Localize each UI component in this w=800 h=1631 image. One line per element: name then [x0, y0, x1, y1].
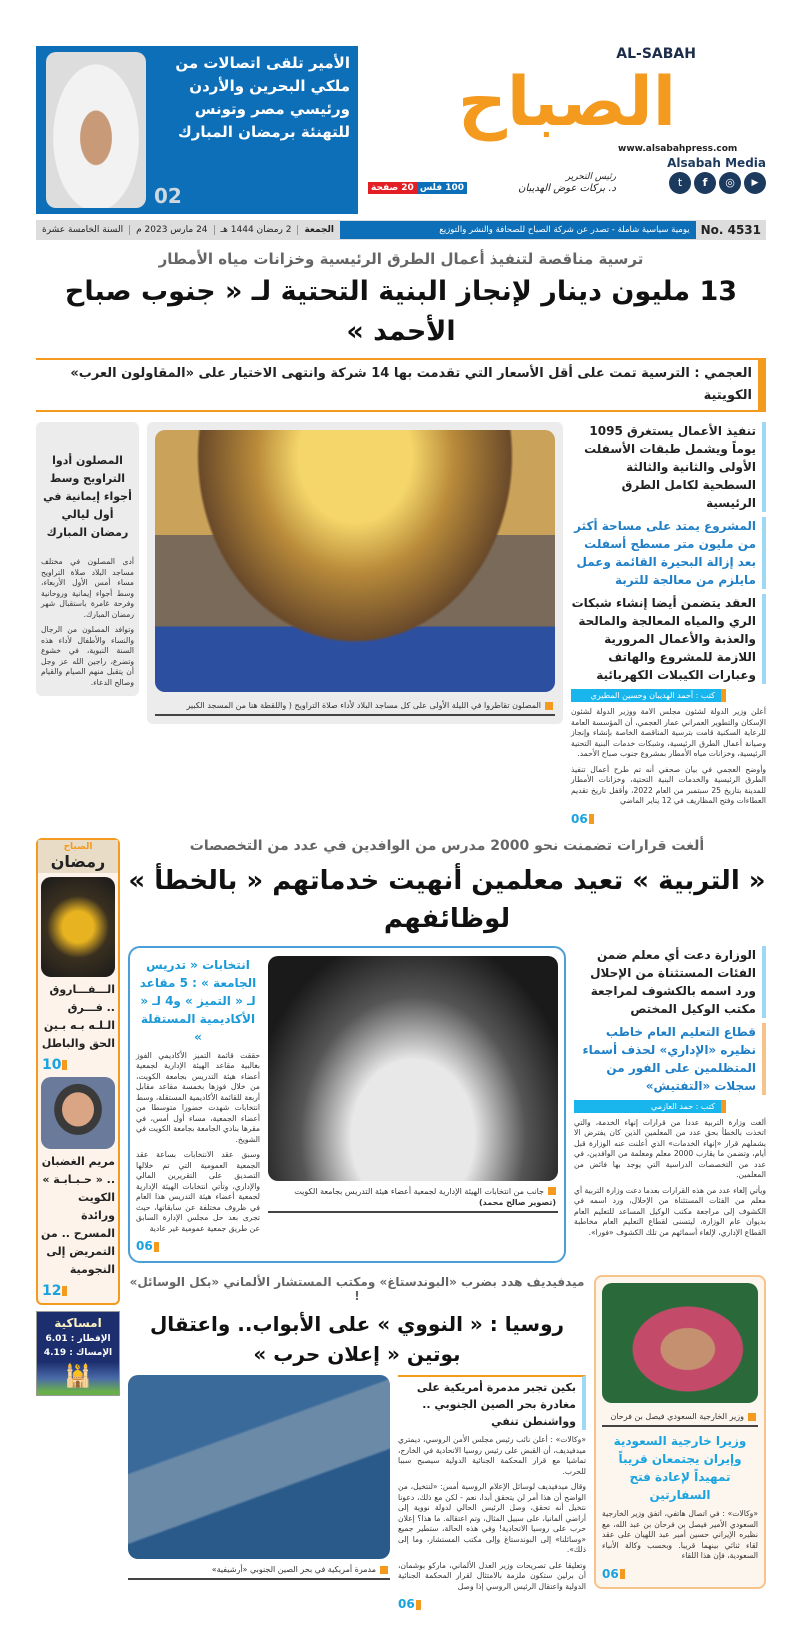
faisal-photo-caption: وزير الخارجية السعودي فيصل بن فرحان: [602, 1408, 758, 1427]
story1-deck-3: العقد يتضمن أيضا إنشاء شبكات الري والمياه المعالجة والمالحة والعذبة والأعمال المرورية اللازمة للمشروع والهاتف وعبارات الكيبلات الكهربائية: [571, 594, 766, 684]
university-headline: انتخابات « تدريس الجامعة » : 5 مقاعد لـ « التميز » و4 لـ « الأكاديمية المستقلة »: [139, 957, 257, 1044]
destroyer-photo-block: [128, 1375, 390, 1580]
ramadan-logo: [38, 840, 118, 873]
story1-body-2: وأوضح العجمي في بيان صحفي أنه تم طرح أعمال تنفيذ الطرق الرئيسية والخدمات البنية التحتية، وخزانات الأمطار للمدينة بتاريخ 25 سبتمبر من العام 2022، وأقفل تاريخ تقديم العطاءات وفتح المظاريف في 12 يناير الماضي: [571, 764, 766, 805]
issue-number: No. 4531: [700, 223, 761, 237]
tarawih-body-2: وتوافد المصلون من الرجال والنساء والأطفال لأداء هذه السنة النبوية، في خشوع وتضرع، راجين الله عز وجل أن يتقبل منهم الصيام والقيام وصالح الدعاء.: [41, 625, 134, 687]
price-badge: [368, 182, 467, 194]
story1-section: [36, 422, 766, 826]
imsak-label: الإمساك :: [69, 1347, 113, 1358]
editor-block: [518, 172, 616, 194]
story1-column: [571, 422, 766, 826]
emir-photo: [46, 52, 146, 208]
story2-deck-2: قطاع التعليم العام خاطب نظيره «الإداري» لحذف أسماء المتظلمين على الفور من سجلات «التفتيش»: [574, 1023, 766, 1095]
logo-ar: الصباح: [457, 63, 677, 142]
imsakia-box: [36, 1311, 120, 1396]
destroyer-photo: [128, 1375, 390, 1559]
election-photo: [268, 956, 558, 1181]
day: الجمعة: [297, 225, 340, 235]
story3-body-2: وقال ميدفيديف لوسائل الإعلام الروسية أمس: «لنتخيل، من الواضح أن هذا أمر لن يتحقق أبدا، نعم - لكن مع ذلك، دعونا نتخيل أنه تحقق، وصل الرئيس الحالي لدولة نووية إلى أراضي ألمانيا، على سبيل المثال، وتم اعتقاله. ما هذا؟ إعلان حرب على روسيا الاتحادية! وفي هذه الحالة، ستطير جميع «وسائلنا» إلى البوندستاغ وإلى مكتب المستشار، وما إلى ذلك».: [398, 1482, 586, 1554]
imsak-row: [39, 1348, 117, 1358]
tagline: يومية سياسية شاملة - تصدر عن شركة الصباح للصحافة والنشر والتوزيع: [340, 221, 696, 239]
saudi-body: «وكالات» : في اتصال هاتفي، اتفق وزير الخارجية السعودي الأمير فيصل بن فرحان بن عبد الله، مع نظيره الإيراني حسين أمير عبد اللهيان على عقد لقاء ثنائي بينهما قريبا. وبحسب وكالة الأنباء السعودية، فإن هذا اللقاء: [602, 1509, 758, 1560]
hijri-date: 2 رمضان 1444 هـ: [214, 225, 298, 235]
mosque-photo: [155, 430, 555, 692]
story2-body-1: ألغت وزارة التربية عددا من قرارات إنهاء الخدمة، والتي اتخذت بالخطأ بحق عدد من المعلمين الذين كان يفترض الا يشملهم قرار «إنهاء الخدمات» الذي أعلنت عنه الوزارة قبل أيام، وتضمن ما يقارب 2000 معلم ومعلمة من الوافدين، في عدد من التخصصات الدراسية التي يوجد بها فائض من المعلمين.: [574, 1117, 766, 1179]
ramadan-sidebar: [36, 838, 120, 1396]
story3-kicker: ميدفيديف هدد بضرب «البوندستاغ» ومكتب المستشار الألماني «بكل الوسائل» !: [129, 1275, 585, 1303]
ramadan-item-2[interactable]: مريم الغضبان .. « حـبـابـة » الكويت ورائدة المسرح .. من التمريض إلى النجومية: [41, 1154, 115, 1276]
photo-credit: (تصوير صالح محمد): [479, 1197, 556, 1207]
story1-page-link[interactable]: 06: [571, 812, 766, 826]
story3-body-row: [128, 1375, 586, 1611]
destroyer-photo-caption: مدمرة أمريكية في بحر الصين الجنوبي «أرشيفية»: [128, 1561, 390, 1580]
story1-deck-1: تنفيذ الأعمال يستغرق 1095 يوماً ويشمل طبقات الأسفلت الأولى والثانية والثالثة السطحية لكامل الطرق الرئيسية: [571, 422, 766, 512]
university-page-link[interactable]: 06: [136, 1239, 260, 1253]
maryam-photo[interactable]: [41, 1077, 115, 1149]
saudi-page-link[interactable]: 06: [602, 1567, 758, 1581]
saudi-box: [594, 1275, 766, 1589]
editor-name: د. بركات عوض الهديبان: [518, 183, 616, 194]
story1-kicker: ترسية مناقصة لتنفيذ أعمال الطرق الرئيسية وخزانات مياه الأمطار: [158, 250, 644, 268]
election-photo-block: [268, 956, 558, 1213]
tarawih-headline: المصلون أدوا التراويح وسط أجواء إيمانية في أول ليالي رمضان المبارك: [43, 454, 132, 539]
ramadan-item-1-page[interactable]: 10: [38, 1057, 118, 1073]
youtube-icon[interactable]: ▶: [744, 172, 766, 194]
top-story-headline: الأمير تلقى اتصالات من ملكي البحرين والأردن ورئيسي مصر وتونس للتهنئة برمضان المبارك: [175, 54, 350, 141]
ramadan-logo-top: الصباح: [63, 841, 93, 852]
university-column: [136, 956, 260, 1254]
story1-deck-2: المشروع يمتد على مساحة أكثر من مليون متر مسطح أسفلت بعد إزالة البحيرة القائمة وعمل مايلزم من معالجة للتربة: [571, 517, 766, 589]
tarawih-body-1: أدى المصلون في مختلف مساجد البلاد صلاة التراويح مساء أمس الأول الأربعاء، وسط أجواء إيمانية وروحانية وفرحة غامرة باستقبال شهر رمضان المبارك.: [41, 557, 134, 619]
election-caption-text: جانب من انتخابات الهيئة الإدارية لجمعية أعضاء هيئة التدريس بجامعة الكويت: [294, 1186, 544, 1196]
lower-section: [36, 838, 766, 1612]
twitter-icon[interactable]: t: [669, 172, 691, 194]
university-box: [128, 946, 566, 1264]
story2-headline[interactable]: « التربية » تعيد معلمين أنهيت خدماتهم « بالخطأ » لوظائفهم: [128, 865, 766, 934]
tarawih-box: [36, 422, 139, 696]
ramadan-logo-main: رمضان: [50, 851, 106, 871]
iftar-label: الإفطار :: [70, 1333, 111, 1344]
editor-label: رئيس التحرير: [565, 172, 616, 182]
story2-section: [128, 946, 766, 1264]
story1-byline: كتب : أحمد الهديبان وحسين المطيري: [571, 689, 726, 702]
gregorian-date: 24 مارس 2023 م: [129, 225, 213, 235]
saudi-headline[interactable]: وزيرا خارجية السعودية وإيران يجتمعان قريباً تمهيداً لإعادة فتح السفارتين: [613, 1434, 747, 1502]
story3-body-3: وتعليقا على تصريحات وزير العدل الألماني، ماركو بوشمان، أن برلين ستكون ملزمة بالامتثال لقرار المحكمة الجنائية الدولية واعتقال الرئيس الروسي إذا وصل: [398, 1560, 586, 1591]
mosque-photo-block: [147, 422, 563, 724]
story3-main: [128, 1275, 586, 1611]
facebook-icon[interactable]: f: [694, 172, 716, 194]
lower-main: [128, 838, 766, 1612]
story3-section: [128, 1275, 766, 1611]
mosque-icon: 🕌: [64, 1363, 92, 1389]
ramadan-item-2-page[interactable]: 12: [38, 1283, 118, 1299]
faisal-photo: [602, 1283, 758, 1403]
iftar-time: 6.01: [45, 1333, 68, 1344]
story2-column: [574, 946, 766, 1239]
top-story-page: 02: [154, 184, 182, 208]
university-body-2: وسبق عقد الانتخابات بساعة عقد الجمعية العمومية التي تم خلالها التصديق على التقريرين المالي والإداري، وتأتي انتخابات الهيئة الإدارية لجمعية أعضاء هيئة التدريس هذا العام في ظروف مختلفة عن سابقاتها، حيث تجرى بعد حل مجلس الإدارة السابق عن طريق جمعية عمومية غير عادية: [136, 1150, 260, 1233]
mosque-photo-caption: المصلون تقاطروا في الليلة الأولى على كل مساجد البلاد لأداء صلاة التراويح ( واللقطة هنا من المسجد الكبير: [155, 697, 555, 716]
logo-en: AL-SABAH: [616, 46, 696, 62]
iftar-row: [39, 1334, 117, 1344]
imsak-time: 4.19: [43, 1347, 67, 1358]
ramadan-item-1[interactable]: الـــفـــاروق .. فـــرق الـلـه بـه بـين الحق والباطل: [41, 982, 115, 1050]
story2-deck-1: الوزارة دعت أي معلم ضمن الفئات المستثناة من الإحلال ورد اسمه بالكشوف لمراجعة مكتب الوكيل المختص: [574, 946, 766, 1018]
price: 100 فلس: [417, 182, 467, 194]
university-body-1: حققت قائمة التميز الأكاديمي الفوز بغالبية مقاعد الهيئة الإدارية لجمعية أعضاء هيئة التدريس بجامعة الكويت، من خلال فوزها بخمسة مقاعد مقابل أربعة للقائمة الأكاديمية المستقلة، وسط انتخابات شهدت حضورا متوسطا من أعضاء الجمعية، مساء أول أمس، في مقرها بنادي الجامعة بجامعة الكويت في الشويخ.: [136, 1050, 260, 1144]
story3-column: [398, 1375, 586, 1611]
year: السنة الخامسة عشرة: [42, 225, 124, 235]
election-photo-caption: [268, 1183, 558, 1213]
top-story-box[interactable]: [36, 46, 358, 214]
omar-calligraphy-image[interactable]: [41, 877, 115, 977]
masthead-brand: [368, 46, 766, 214]
ramadan-box: [36, 838, 120, 1305]
story3-body-1: «وكالات» : أعلن نائب رئيس مجلس الأمن الروسي، ديمتري ميدفيديف، أن القبض على رئيس روسيا الاتحادية في الخارج، تماشيا مع قرار المحكمة الجنائية الدولية سيصبح سببا للحرب.: [398, 1435, 586, 1476]
imsakia-title: امساكية: [54, 1315, 102, 1330]
story3-deck: بكين تجبر مدمرة أمريكية على مغادرة بحر الصين الجنوبي .. وواشنطن تنفي: [398, 1375, 586, 1430]
story2-body-2: ويأتي إلغاء عدد من هذه القرارات بعدما دعت وزارة التربية أي معلم من الفئات المستثناة من الإحلال، ورد اسمه في الكشوف إلى مراجعة مكتب الوكيل المساعد للتعليم العام بديوان عام الوزارة، ليتسنى لقطاع التعليم العام مخاطبة القطاع الإداري، لإلغاء أسمائهم من تلك الكشوف «فورا».: [574, 1185, 766, 1237]
story3-page-link[interactable]: 06: [398, 1597, 586, 1611]
social-icons: [669, 172, 766, 194]
instagram-icon[interactable]: ◎: [719, 172, 741, 194]
story1-body-1: أعلن وزير الدولة لشئون مجلس الامة ووزير الدولة لشئون الإسكان والتطوير العمراني عمار العجمي، أن المؤسسة العامة للرعاية السكنية قامت بترسية المناقصة الخاصة بإنشاء وإنجاز وصيانة أعمال الطرق الرئيسية، وشبكات خدمات البنية التحتية الرئيسية، وخزانات مياه الأمطار بمشروع جنوب صباح الأحمد.: [571, 707, 766, 758]
top-story-text: [154, 52, 350, 208]
info-bar: [36, 220, 766, 240]
page-count: 20 صفحة: [368, 182, 417, 194]
masthead-bottom-row: [368, 156, 766, 194]
story3-headline[interactable]: روسيا : « النووي » على الأبواب.. واعتقال بوتين « إعلان حرب »: [149, 1312, 565, 1366]
story2-kicker: ألغت قرارات تضمنت نحو 2000 مدرس من الوافدين في عدد من التخصصات: [189, 837, 705, 854]
website-link[interactable]: www.alsabahpress.com: [618, 144, 738, 154]
media-label: Alsabah Media: [667, 156, 766, 170]
media-block: [667, 156, 766, 194]
masthead: [36, 46, 766, 214]
story1-subhead: العجمي : الترسية تمت على أقل الأسعار التي تقدمت بها 14 شركة وانتهى الاختيار على «المقاولون العرب» الكويتية: [36, 358, 766, 412]
story2-byline: كتب : حمد العازمي: [574, 1100, 726, 1113]
story1-headline[interactable]: 13 مليون دينار لإنجاز البنية التحتية لـ « جنوب صباح الأحمد »: [64, 276, 738, 347]
